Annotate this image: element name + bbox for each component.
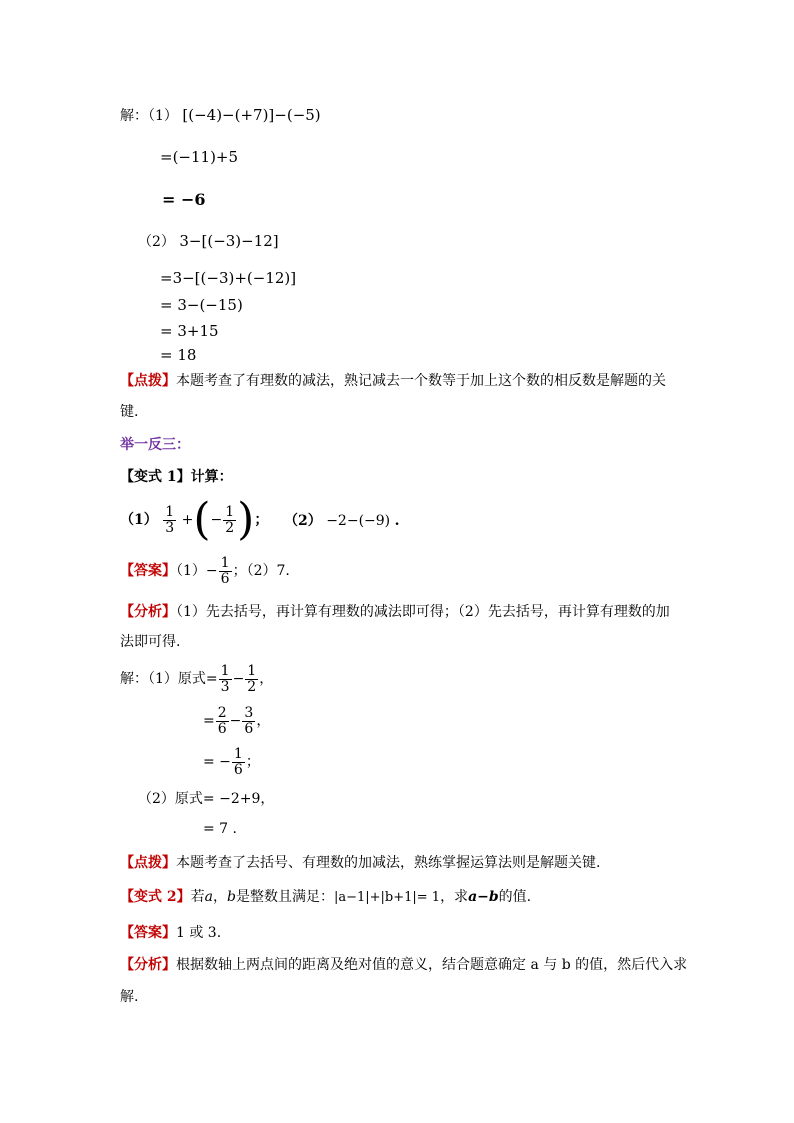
- variant1-tip: [120, 856, 600, 870]
- solution-line-1: [120, 108, 321, 123]
- s3-end: ；: [245, 754, 260, 770]
- variant1-analysis: [120, 605, 670, 619]
- variant1-part2-line1: （2）原式= −2+9，: [138, 791, 275, 807]
- s2-frac-a: $\frac{2}{6}$: [217, 704, 227, 737]
- tip-1: [120, 374, 666, 388]
- q1-label: （1）: [120, 512, 158, 528]
- q2-end: .: [394, 513, 400, 529]
- s1-end: ，: [259, 671, 274, 687]
- variant2-analysis: [120, 958, 687, 972]
- s2-eq: =: [203, 713, 215, 729]
- variant1-text: 计算：: [190, 469, 233, 485]
- section-title: 举一反三：: [120, 437, 190, 453]
- s1-frac-a: $\frac{1}{3}$: [220, 662, 230, 695]
- tip-label: 【点拨】: [120, 373, 176, 389]
- answer-label: 【答案】: [120, 563, 176, 579]
- q-text-1: 若: [190, 889, 205, 905]
- variant1-analysis-cont: 法即可得.: [120, 634, 181, 650]
- s2-frac-b: $\frac{3}{6}$: [244, 704, 254, 737]
- q-expr: a−b: [468, 889, 499, 905]
- q-var-b: b: [226, 889, 236, 905]
- variant2-answer: [120, 926, 221, 940]
- part2-label: （2）: [138, 234, 175, 250]
- s1-frac-b: $\frac{1}{2}$: [247, 662, 257, 695]
- variant1-question: [120, 494, 269, 545]
- analysis2-label: 【分析】: [120, 957, 176, 973]
- part2-step-4: = 18: [160, 346, 197, 364]
- q-var-a: a: [204, 889, 213, 905]
- q-text-2: 是整数且满足：: [235, 889, 334, 905]
- q2-label: （2）: [284, 513, 322, 529]
- q-sep: ，: [212, 889, 227, 905]
- part2-line: [138, 234, 279, 249]
- q1-frac-b: $\frac{1}{2}$: [225, 503, 235, 536]
- sol-label: 解：（1）原式=: [120, 671, 218, 687]
- q1-plus: +: [181, 512, 194, 528]
- answer-p1: （1）: [176, 563, 206, 579]
- step-1: =(−11)+5: [160, 148, 239, 166]
- s3-eq: = −: [203, 754, 231, 770]
- variant2-analysis-cont: 解.: [120, 989, 139, 1005]
- variant1-solution-2: [203, 703, 270, 739]
- answer2-label: 【答案】: [120, 925, 176, 941]
- variant1-solution-3: [203, 744, 260, 780]
- answer-neg: −: [205, 563, 218, 579]
- solution-label: 解：（1）: [120, 108, 178, 124]
- q-text-4: 的值.: [498, 889, 532, 905]
- variant1-answer: [120, 555, 290, 587]
- answer-frac: $\frac{1}{6}$: [220, 554, 230, 587]
- q1-frac-a: $\frac{1}{3}$: [165, 503, 175, 536]
- s3-frac: $\frac{1}{6}$: [233, 745, 243, 778]
- paren-left: (: [193, 494, 211, 545]
- q-equation: |a−1|+|b+1|= 1: [333, 890, 441, 905]
- tip-1-cont: 键.: [120, 404, 139, 420]
- analysis-text: （1）先去括号，再计算有理数的减法即可得；（2）先去括号，再计算有理数的加: [176, 604, 670, 620]
- q1-neg: −: [210, 512, 223, 528]
- variant1-title: [120, 470, 233, 484]
- variant1-q2: [284, 514, 399, 528]
- q-text-3: ，求: [440, 889, 469, 905]
- variant1-label: 【变式 1】: [120, 469, 191, 485]
- answer2-text: 1 或 3.: [176, 925, 222, 941]
- variant1-solution-1: [120, 661, 273, 697]
- tip2-text: 本题考查了去括号、有理数的加减法，熟练掌握运算法则是解题关键.: [176, 855, 601, 871]
- tip2-label: 【点拨】: [120, 855, 176, 871]
- expression-2: 3−[(−3)−12]: [179, 232, 279, 250]
- s1-op: −: [232, 671, 245, 687]
- tip-text: 本题考查了有理数的减法，熟记减去一个数等于加上这个数的相反数是解题的关: [176, 373, 666, 389]
- paren-right: ): [237, 494, 255, 545]
- variant1-part2-line2: = 7 .: [203, 821, 237, 837]
- part2-step-1: =3−[(−3)+(−12)]: [160, 269, 297, 287]
- variant2-question: [120, 890, 531, 904]
- q1-end: ；: [254, 512, 269, 528]
- part2-step-3: = 3+15: [160, 322, 219, 340]
- step-2: = −6: [162, 190, 206, 209]
- part2-step-2: = 3−(−15): [160, 296, 243, 314]
- s2-end: ，: [256, 713, 271, 729]
- answer-rest: ；（2）7.: [232, 563, 290, 579]
- expression-1: [(−4)−(+7)]−(−5): [182, 106, 321, 124]
- analysis2-text: 根据数轴上两点间的距离及绝对值的意义，结合题意确定 a 与 b 的值，然后代入求: [176, 957, 688, 973]
- variant2-label: 【变式 2】: [120, 889, 191, 905]
- s2-op: −: [229, 713, 242, 729]
- analysis-label: 【分析】: [120, 604, 176, 620]
- q2-expr: −2−(−9): [326, 513, 391, 529]
